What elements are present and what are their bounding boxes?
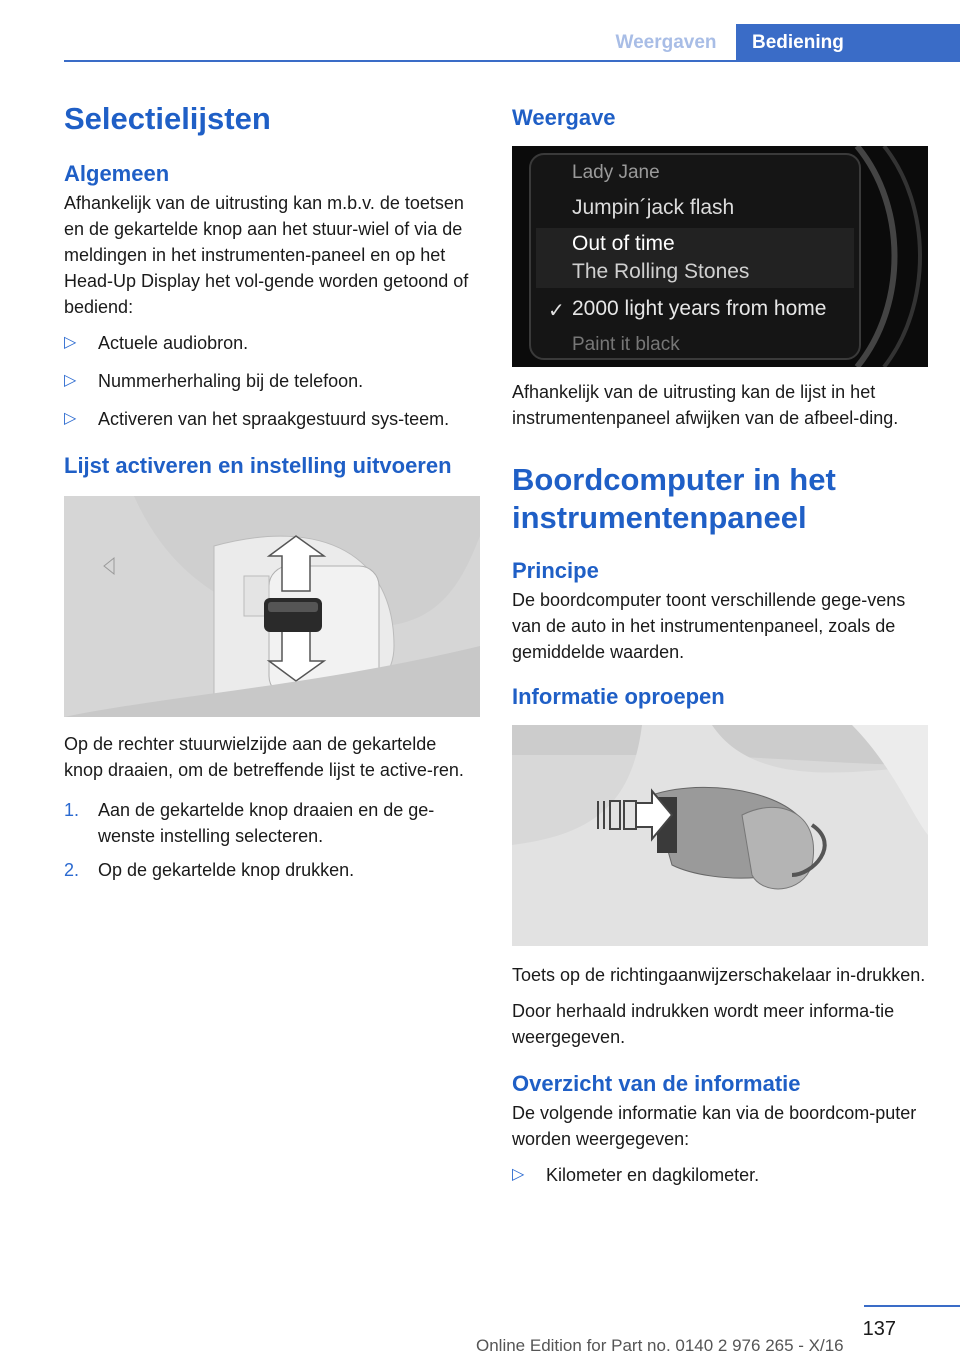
instrument-display-image <box>512 146 928 367</box>
right-column <box>512 98 928 1188</box>
oproepen-text-2: Door herhaald indrukken wordt meer informa-tie weergegeven. <box>512 1001 895 1047</box>
heading-principe: Principe <box>512 558 599 583</box>
list-item-text: Nummerherhaling bij de telefoon. <box>98 371 364 391</box>
heading-overzicht: Overzicht van de informatie <box>512 1071 801 1096</box>
steering-wheel-illustration <box>64 496 480 717</box>
checkmark-icon: ✓ <box>548 300 565 322</box>
heading-lijst-activeren: Lijst activeren en instelling uitvoeren <box>64 453 452 478</box>
step-item <box>64 857 480 883</box>
triangle-bullet-icon: ▷ <box>64 334 77 351</box>
overzicht-text: De volgende informatie kan via de boordcom-puter worden weergegeven: <box>512 1103 917 1149</box>
boordcomputer-title: Boordcomputer in het instrumentenpaneel <box>512 462 836 535</box>
tab-weergaven[interactable]: Weergaven <box>615 32 717 53</box>
edition-footer: Online Edition for Part no. 0140 2 976 265 - X/16 <box>476 1336 844 1355</box>
list-item <box>64 368 480 394</box>
header-rule <box>64 60 960 62</box>
oproepen-text-1: Toets op de richtingaanwijzerschakelaar in-drukken. <box>512 965 926 985</box>
activeren-text: Op de rechter stuurwielzijde aan de gekartelde knop draaien, om de betreffende lijst te active-ren. <box>64 734 464 780</box>
list-item <box>512 1162 928 1188</box>
step-number: 1. <box>64 800 80 820</box>
heading-weergave: Weergave <box>512 105 616 130</box>
step-text: Op de gekartelde knop drukken. <box>98 860 355 880</box>
page-title: Selectielijsten <box>64 101 271 136</box>
tab-bediening[interactable]: Bediening <box>736 24 960 62</box>
feature-list <box>64 330 480 432</box>
list-item-text: Actuele audiobron. <box>98 333 249 353</box>
display-item: 2000 light years from home <box>572 297 827 320</box>
triangle-bullet-icon: ▷ <box>512 1166 525 1183</box>
list-item <box>64 330 480 356</box>
page-number: 137 <box>862 1318 896 1340</box>
list-item <box>64 406 480 432</box>
triangle-bullet-icon: ▷ <box>64 372 77 389</box>
list-item-text: Activeren van het spraakgestuurd sys-teem. <box>98 409 450 429</box>
principe-text: De boordcomputer toont verschillende gege-vens van de auto in het instrumentenpaneel, zoals de gemiddelde waarden. <box>512 590 906 662</box>
display-item: Lady Jane <box>572 162 660 183</box>
heading-algemeen: Algemeen <box>64 161 170 186</box>
display-item-selected: Out of time <box>572 232 675 255</box>
display-item: Jumpin´jack flash <box>572 196 735 219</box>
left-column <box>64 98 480 883</box>
algemeen-text: Afhankelijk van de uitrusting kan m.b.v. de toetsen en de gekartelde knop aan het stuur-wiel of via de meldingen in het instrumenten-paneel en op het Head-Up Display het vol-gende worden getoond of bediend: <box>64 193 469 317</box>
triangle-bullet-icon: ▷ <box>64 410 77 427</box>
list-item-text: Kilometer en dagkilometer. <box>546 1165 760 1185</box>
footer-rule <box>864 1305 960 1307</box>
step-number: 2. <box>64 860 80 880</box>
display-item: Paint it black <box>572 334 680 355</box>
step-text: Aan de gekartelde knop draaien en de ge-wenste instelling selecteren. <box>98 800 435 846</box>
overzicht-list <box>512 1162 928 1188</box>
step-item <box>64 797 480 849</box>
turn-signal-image <box>512 725 928 946</box>
weergave-text: Afhankelijk van de uitrusting kan de lijst in het instrumentenpaneel afwijken van de afbeel-ding. <box>512 382 899 428</box>
steering-wheel-image <box>64 496 480 717</box>
heading-informatie-oproepen: Informatie oproepen <box>512 684 725 709</box>
display-item: The Rolling Stones <box>572 260 750 283</box>
steps-list <box>64 797 480 883</box>
turn-signal-illustration <box>512 725 928 946</box>
